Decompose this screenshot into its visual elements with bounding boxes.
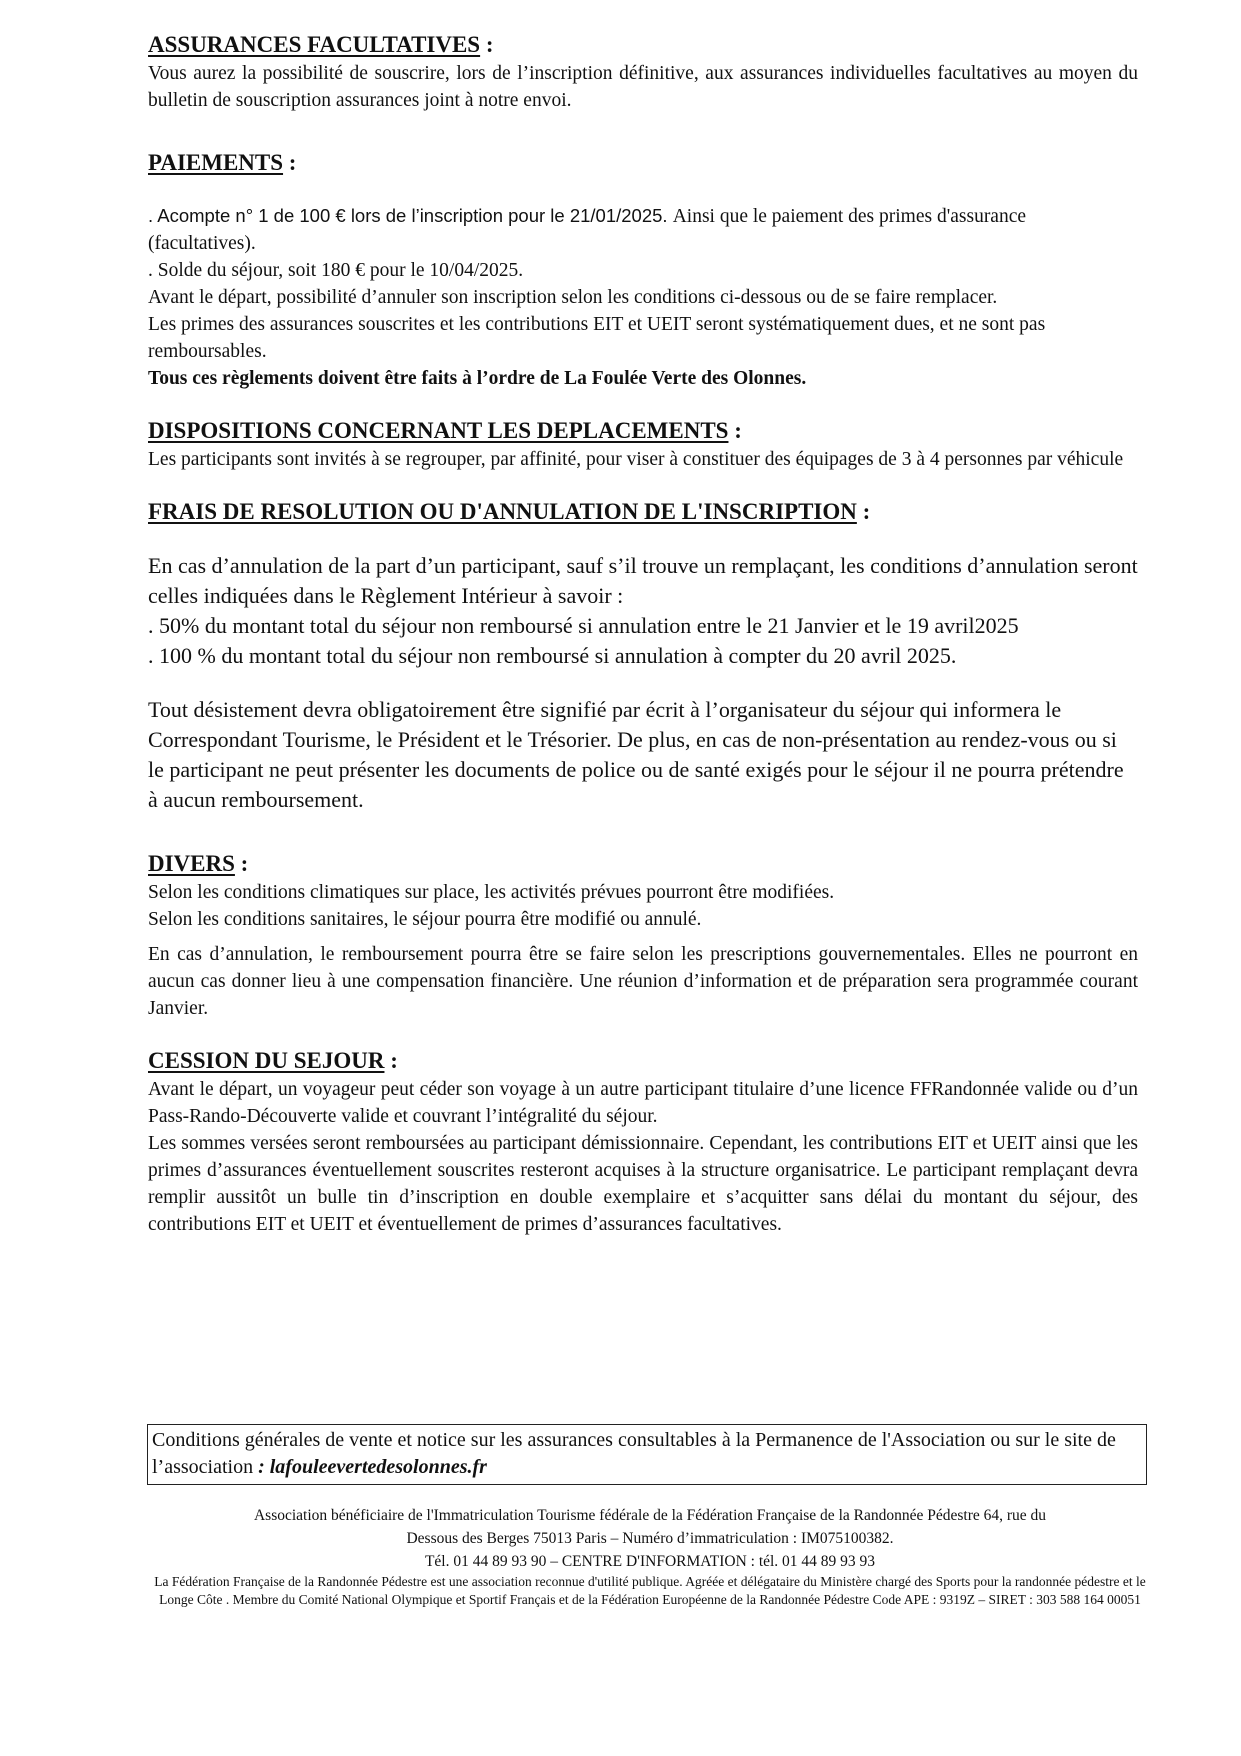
cession-title-text: CESSION DU SEJOUR <box>148 1048 385 1073</box>
assurances-title-suffix: : <box>480 32 494 57</box>
paiements-acompte <box>148 202 1138 257</box>
section-title-divers <box>148 849 1138 879</box>
frais-title-suffix: : <box>856 499 871 524</box>
frais-line-100: . 100 % du montant total du séjour non remboursé si annulation à compter du 20 avril 2025. <box>148 643 957 668</box>
footer <box>140 1504 1160 1608</box>
footer-legal-text: La Fédération Française de la Randonnée Pédestre est une association reconnue d'utilité publique. Agréée et délégataire du Ministère chargé des Sports pour la randonnée pédestre et le Longe Côte . Membre du Comité National Olympique et Sportif Français et de la Fédération Européenne de la Randonnée Pédestre Code APE : 9319Z – SIRET : 303 588 164 00051 <box>154 1574 1146 1607</box>
notice-site-link[interactable]: : lafouleevertedesolonnes.fr <box>258 1456 487 1478</box>
notice-box <box>147 1424 1147 1485</box>
paiements-title-suffix: : <box>283 150 297 175</box>
frais-intro: En cas d’annulation de la part d’un participant, sauf s’il trouve un remplaçant, les conditions d’annulation seront celles indiquées dans le Règlement Intérieur à savoir : <box>148 553 1138 608</box>
section-title-cession <box>148 1046 1138 1076</box>
footer-phone-line: Tél. 01 44 89 93 90 – CENTRE D'INFORMATION : tél. 01 44 89 93 93 <box>424 1553 876 1570</box>
divers-annulation: En cas d’annulation, le remboursement pourra être se faire selon les prescriptions gouvernementales. Elles ne pourront en aucun cas donner lieu à une compensation financière. Une réunion d’information et de préparation sera programmée courant Janvier. <box>148 944 1138 1019</box>
acompte-primes-text: Ainsi que le paiement des primes d'assurance (facultatives). <box>148 206 1027 254</box>
section-title-deplacements <box>148 416 1138 446</box>
divers-title-suffix: : <box>234 851 249 876</box>
section-title-assurances <box>148 30 1138 60</box>
divers-title-text: DIVERS <box>148 851 235 876</box>
deplacements-title-text: DISPOSITIONS CONCERNANT LES DEPLACEMENTS <box>148 418 729 443</box>
frais-title-text: FRAIS DE RESOLUTION OU D'ANNULATION DE L'INSCRIPTION <box>148 499 857 524</box>
deplacements-title-suffix: : <box>728 418 742 443</box>
paiements-annuler: Avant le départ, possibilité d’annuler son inscription selon les conditions ci-dessous ou de se faire remplacer. <box>148 287 998 308</box>
section-title-paiements <box>148 148 1138 178</box>
frais-line-50: . 50% du montant total du séjour non remboursé si annulation entre le 21 Janvier et le 19 avril2025 <box>148 613 1019 638</box>
footer-line-2: Dessous des Berges 75013 Paris – Numéro d’immatriculation : IM075100382. <box>406 1530 894 1547</box>
acompte-text: . Acompte n° 1 de 100 € lors de l’inscription pour le 21/01/2025. <box>148 205 673 226</box>
divers-line-climat: Selon les conditions climatiques sur place, les activités prévues pourront être modifiées. <box>148 882 835 903</box>
assurances-text: Vous aurez la possibilité de souscrire, lors de l’inscription définitive, aux assurances individuelles facultatives au moyen du bulletin de souscription assurances joint à notre envoi. <box>148 63 1138 111</box>
divers-line-sanitaire: Selon les conditions sanitaires, le séjour pourra être modifié ou annulé. <box>148 909 702 930</box>
paiements-primes: Les primes des assurances souscrites et les contributions EIT et UEIT seront systématiquement dues, et ne sont pas remboursables. <box>148 314 1046 362</box>
assurances-title-text: ASSURANCES FACULTATIVES <box>148 32 481 57</box>
cession-text-2: Les sommes versées seront remboursées au participant démissionnaire. Cependant, les contributions EIT et UEIT ainsi que les primes d’assurances éventuellement souscrites resteront acquises à la structure organisatrice. Le participant remplaçant devra remplir aussitôt un bulle tin d’inscription en double exemplaire et s’acquitter sans délai du montant du séjour, des contributions EIT et UEIT et éventuellement de primes d’assurances facultatives. <box>148 1133 1138 1235</box>
cession-title-suffix: : <box>384 1048 398 1073</box>
notice-text: Conditions générales de vente et notice sur les assurances consultables à la Permanence de l'Association ou sur le site de l’association <box>152 1429 1116 1478</box>
paiements-ordre: Tous ces règlements doivent être faits à l’ordre de La Foulée Verte des Olonnes. <box>148 368 807 389</box>
footer-line-1: Association bénéficiaire de l'Immatriculation Tourisme fédérale de la Fédération Française de la Randonnée Pédestre 64, rue du <box>253 1507 1047 1524</box>
paiements-title-text: PAIEMENTS <box>148 150 284 175</box>
deplacements-text: Les participants sont invités à se regrouper, par affinité, pour viser à constituer des équipages de 3 à 4 personnes par véhicule <box>148 449 1124 470</box>
cession-text-1: Avant le départ, un voyageur peut céder son voyage à un autre participant titulaire d’une licence FFRandonnée valide ou d’un Pass-Rando-Découverte valide et couvrant l’intégralité du séjour. <box>148 1079 1138 1127</box>
section-title-frais <box>148 497 1138 527</box>
document-body <box>148 30 1138 1238</box>
paiements-solde: . Solde du séjour, soit 180 € pour le 10/04/2025. <box>148 260 524 281</box>
frais-desistement: Tout désistement devra obligatoirement être signifié par écrit à l’organisateur du séjour qui informera le Correspondant Tourisme, le Président et le Trésorier. De plus, en cas de non-présentation au rendez-vous ou si le participant ne peut présenter les documents de police ou de santé exigés pour le séjour il ne pourra prétendre à aucun remboursement. <box>148 697 1124 812</box>
